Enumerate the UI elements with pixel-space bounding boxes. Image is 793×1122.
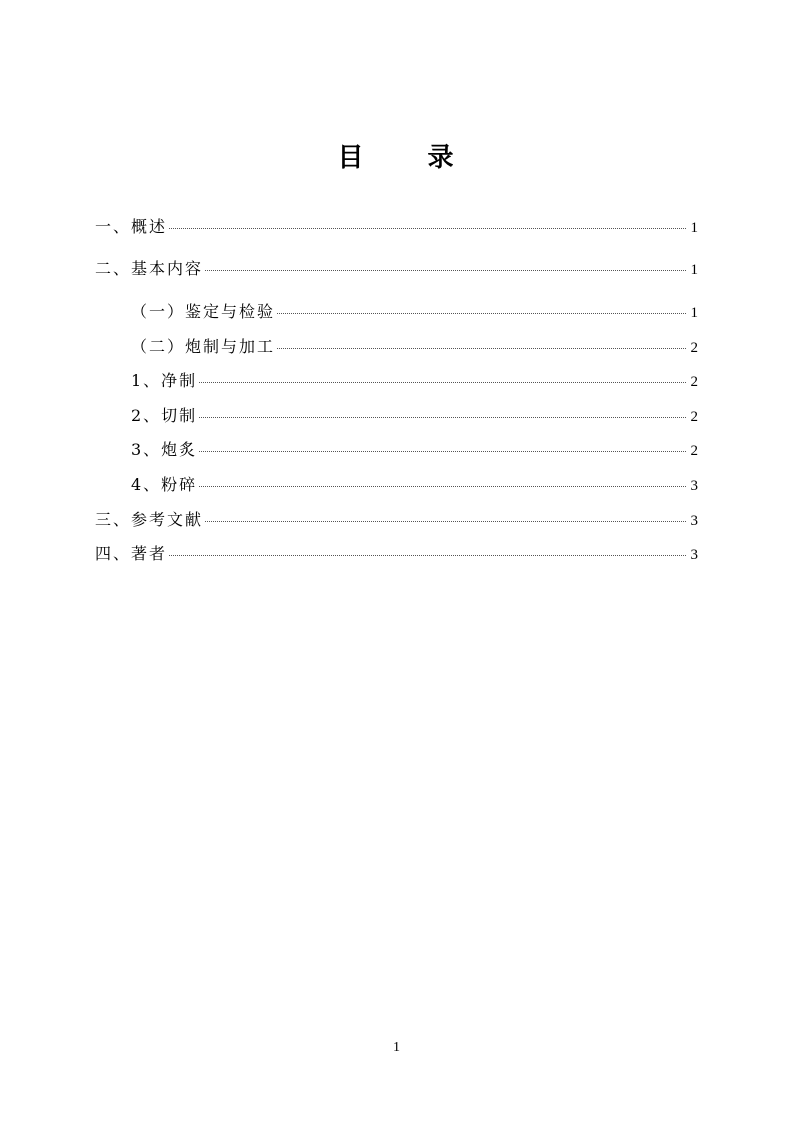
page-footer-number: 1	[393, 1040, 400, 1055]
toc-entry-identification[interactable]	[131, 300, 698, 324]
toc-entry-label: 一、概述	[95, 217, 168, 236]
toc-page-number: 1	[690, 305, 698, 321]
toc-entry-cutting[interactable]	[131, 404, 698, 428]
toc-dot-leader	[277, 348, 686, 349]
toc-page-number: 1	[690, 262, 698, 278]
toc-entry-label: 二、基本内容	[95, 259, 204, 278]
toc-dot-leader	[169, 228, 686, 229]
toc-title	[0, 138, 793, 178]
toc-dot-leader	[199, 417, 686, 418]
toc-dot-leader	[277, 313, 686, 314]
toc-entry-basic-content[interactable]	[95, 257, 698, 281]
toc-page-number: 2	[690, 374, 698, 390]
toc-entry-overview[interactable]	[95, 215, 698, 239]
toc-entry-cleaning[interactable]	[131, 369, 698, 393]
toc-entry-grinding[interactable]	[131, 473, 698, 497]
toc-entry-label: 四、著者	[95, 544, 168, 563]
toc-dot-leader	[169, 555, 686, 556]
toc-page-number: 2	[690, 443, 698, 459]
toc-page-number: 3	[690, 547, 698, 563]
toc-entry-label: （二）炮制与加工	[131, 337, 276, 356]
toc-entry-label: 3、炮炙	[131, 440, 198, 459]
toc-dot-leader	[205, 270, 686, 271]
toc-entry-label: 三、参考文献	[95, 510, 204, 529]
toc-title-part2: 录	[427, 143, 456, 173]
toc-entry-label: （一）鉴定与检验	[131, 302, 276, 321]
toc-entry-label: 1、净制	[131, 371, 198, 390]
toc-page-number: 3	[690, 513, 698, 529]
toc-entry-label: 4、粉碎	[131, 475, 198, 494]
toc-entry-processing[interactable]	[131, 335, 698, 359]
toc-page-number: 3	[690, 478, 698, 494]
toc-entry-label: 2、切制	[131, 406, 198, 425]
toc-page-number: 2	[690, 409, 698, 425]
toc-title-part1: 目	[337, 143, 366, 173]
toc-dot-leader	[205, 521, 686, 522]
toc-entry-references[interactable]	[95, 508, 698, 532]
toc-dot-leader	[199, 382, 686, 383]
toc-page-number: 1	[690, 220, 698, 236]
toc-page-number: 2	[690, 340, 698, 356]
toc-dot-leader	[199, 486, 686, 487]
toc-dot-leader	[199, 451, 686, 452]
toc-entry-roasting[interactable]	[131, 438, 698, 462]
toc-entry-authors[interactable]	[95, 542, 698, 566]
